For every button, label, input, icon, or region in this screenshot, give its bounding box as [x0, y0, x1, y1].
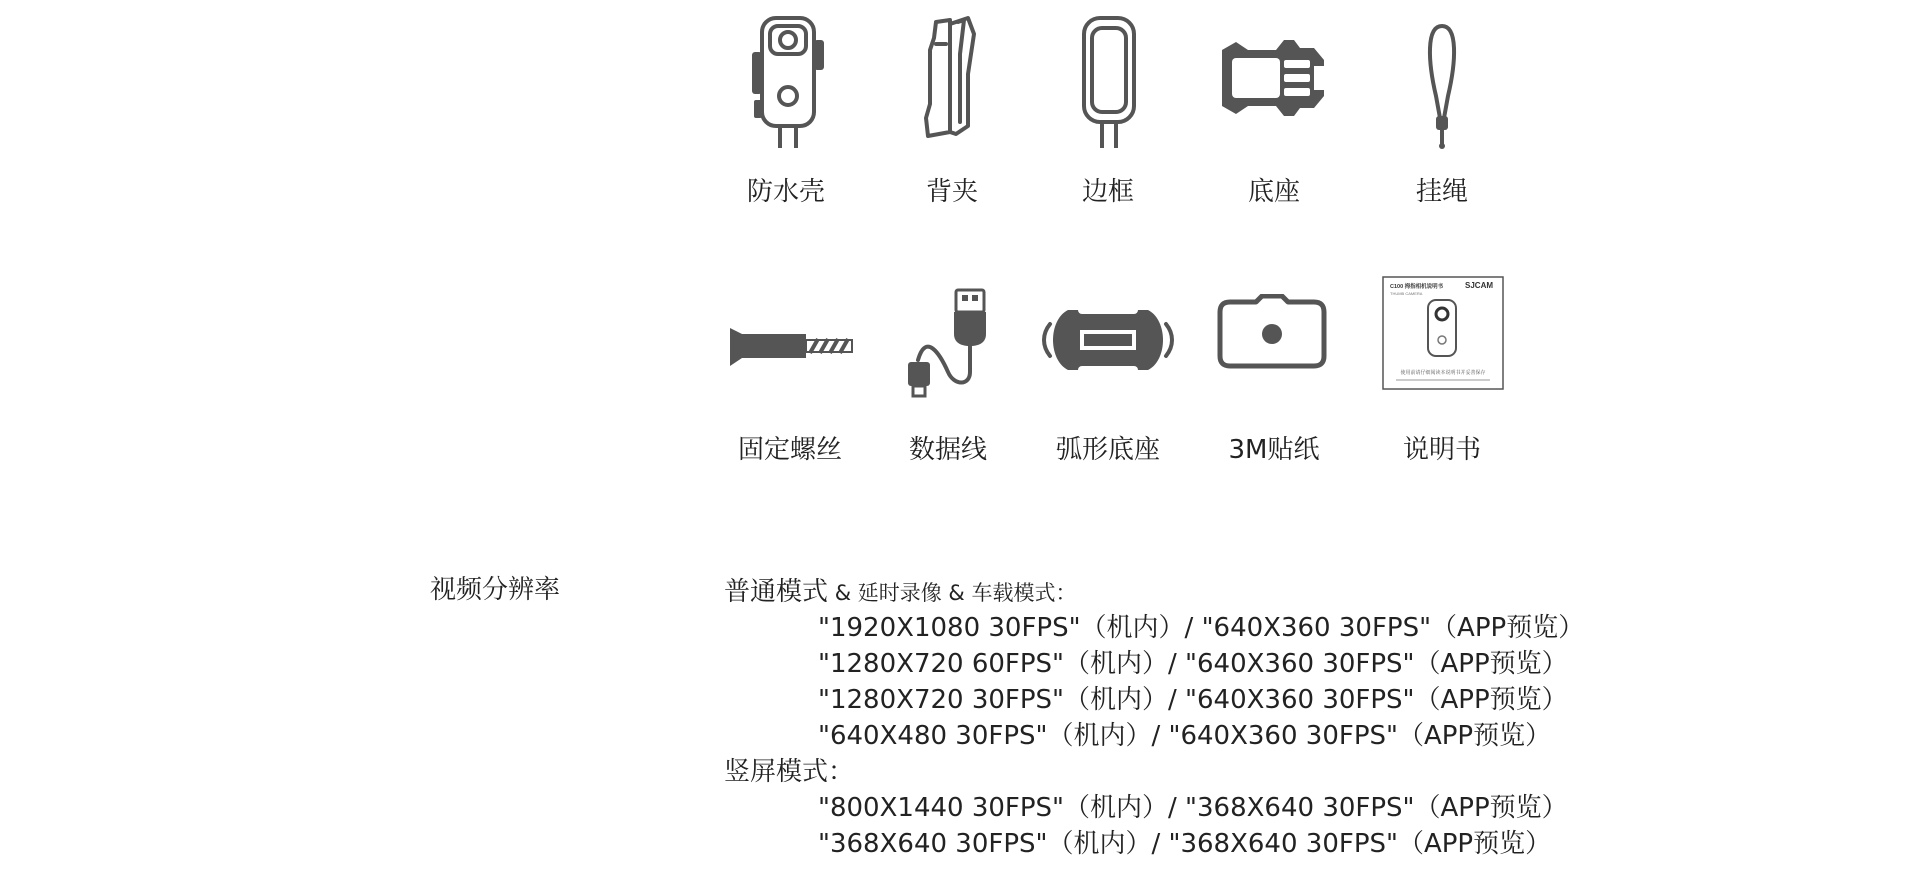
- manual-cover-brand: SJCAM: [1465, 281, 1494, 290]
- frame-icon: [1074, 14, 1144, 150]
- resolution-line: "1920X1080 30FPS"（机内）/ "640X360 30FPS"（APP预览）: [818, 613, 1585, 643]
- amp-separator: &: [828, 581, 858, 605]
- 3m-sticker-icon: [1216, 294, 1328, 374]
- spec-video-resolution-values: [724, 574, 1844, 862]
- accessory-label-3m-sticker: 3M贴纸: [1228, 435, 1320, 465]
- normal-mode-header-b: 延时录像: [857, 581, 942, 605]
- manual-cover-subtitle: THUMB CAMERA: [1390, 291, 1423, 296]
- normal-mode-header-c: 车载模式：: [971, 581, 1077, 605]
- accessory-label-frame: 边框: [1081, 177, 1134, 207]
- accessory-label-base-mount: 底座: [1247, 177, 1300, 207]
- accessory-label-lanyard: 挂绳: [1415, 177, 1468, 207]
- accessory-label-curved-base: 弧形底座: [1055, 435, 1160, 465]
- resolution-line: "368X640 30FPS"（机内）/ "368X640 30FPS"（APP预览）: [818, 829, 1552, 859]
- normal-mode-header: [724, 574, 1844, 610]
- back-clip-icon: [918, 14, 988, 144]
- accessory-label-waterproof-case: 防水壳: [746, 177, 825, 207]
- accessory-label-usb-cable: 数据线: [908, 435, 987, 465]
- accessory-label-manual: 说明书: [1402, 435, 1481, 465]
- vertical-mode-header: 竖屏模式：: [724, 757, 855, 787]
- amp-separator: &: [941, 581, 972, 605]
- manual-cover-title: C100 拇指相机说明书: [1390, 284, 1444, 290]
- normal-mode-header-a: 普通模式: [724, 577, 829, 607]
- resolution-line: "800X1440 30FPS"（机内）/ "368X640 30FPS"（APP预览）: [818, 793, 1568, 823]
- curved-base-icon: [1040, 300, 1176, 380]
- base-mount-icon: [1218, 36, 1328, 120]
- resolution-line: "1280X720 30FPS"（机内）/ "640X360 30FPS"（APP预览）: [818, 685, 1568, 715]
- manual-cover-footer: 使用前请仔细阅读本说明书并妥善保存: [1400, 370, 1486, 376]
- spec-name-video-resolution: 视频分辨率: [430, 575, 561, 605]
- usb-cable-icon: [904, 286, 994, 400]
- accessory-label-fixing-screw: 固定螺丝: [737, 435, 842, 465]
- accessory-label-back-clip: 背夹: [925, 177, 978, 207]
- resolution-line: "640X480 30FPS"（机内）/ "640X360 30FPS"（APP预览）: [818, 721, 1552, 751]
- fixing-screw-icon: [726, 322, 856, 372]
- resolution-line: "1280X720 60FPS"（机内）/ "640X360 30FPS"（APP预览）: [818, 649, 1568, 679]
- waterproof-case-icon: [748, 12, 828, 152]
- manual-icon: [1382, 276, 1504, 390]
- lanyard-icon: [1420, 22, 1464, 152]
